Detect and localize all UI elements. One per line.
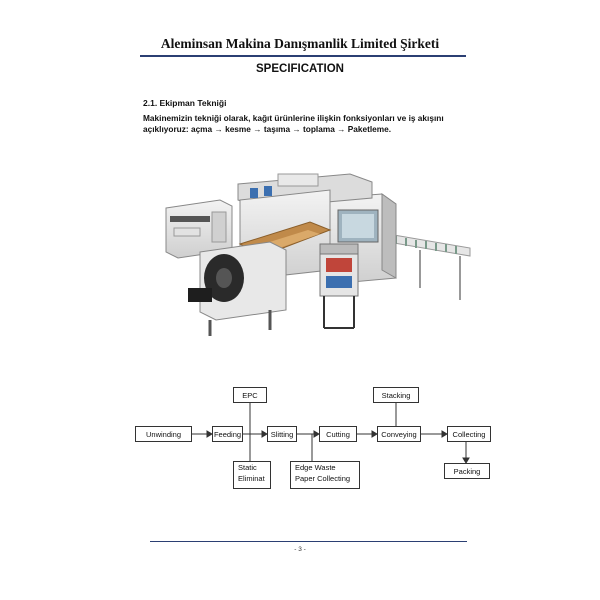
- page-number: - 3 -: [294, 546, 306, 553]
- machine-illustration: [160, 160, 480, 340]
- edge-line-2: Paper Collecting: [295, 474, 351, 483]
- process-flow-diagram: [130, 380, 510, 500]
- stacking-box: Stacking: [373, 387, 419, 403]
- slitting-box: Slitting: [267, 426, 297, 442]
- cutting-box: Cutting: [319, 426, 357, 442]
- roll-stand: [188, 242, 286, 336]
- control-cabinet: [320, 244, 358, 328]
- collecting-box: Collecting: [447, 426, 491, 442]
- conveying-box: Conveying: [377, 426, 421, 442]
- unwinding-box: Unwinding: [135, 426, 192, 442]
- company-name: Aleminsan Makina Danışmanlik Limited Şirketi: [160, 36, 440, 51]
- section-body: [143, 113, 473, 135]
- packing-box: Packing: [444, 463, 490, 479]
- roller-conveyor: [388, 234, 470, 300]
- header-divider: [140, 55, 466, 57]
- static-eliminator-box: [233, 461, 271, 489]
- epc-box: EPC: [233, 387, 267, 403]
- page-title: SPECIFICATION: [256, 63, 344, 75]
- section-heading: 2.1. Ekipman Tekniği: [143, 98, 227, 108]
- static-line-2: Eliminat: [238, 474, 265, 483]
- body-line-1: Makinemizin tekniği olarak, kağıt ürünlerine ilişkin fonksiyonları ve iş akışını: [143, 113, 444, 123]
- edge-line-1: Edge Waste: [295, 463, 336, 472]
- static-line-1: Static: [238, 463, 257, 472]
- edge-waste-box: [290, 461, 360, 489]
- body-line-2: açıklıyoruz: açma → kesme → taşıma → toplama → Paketleme.: [143, 124, 392, 134]
- feeding-box: Feeding: [212, 426, 243, 442]
- footer-divider: [150, 541, 467, 542]
